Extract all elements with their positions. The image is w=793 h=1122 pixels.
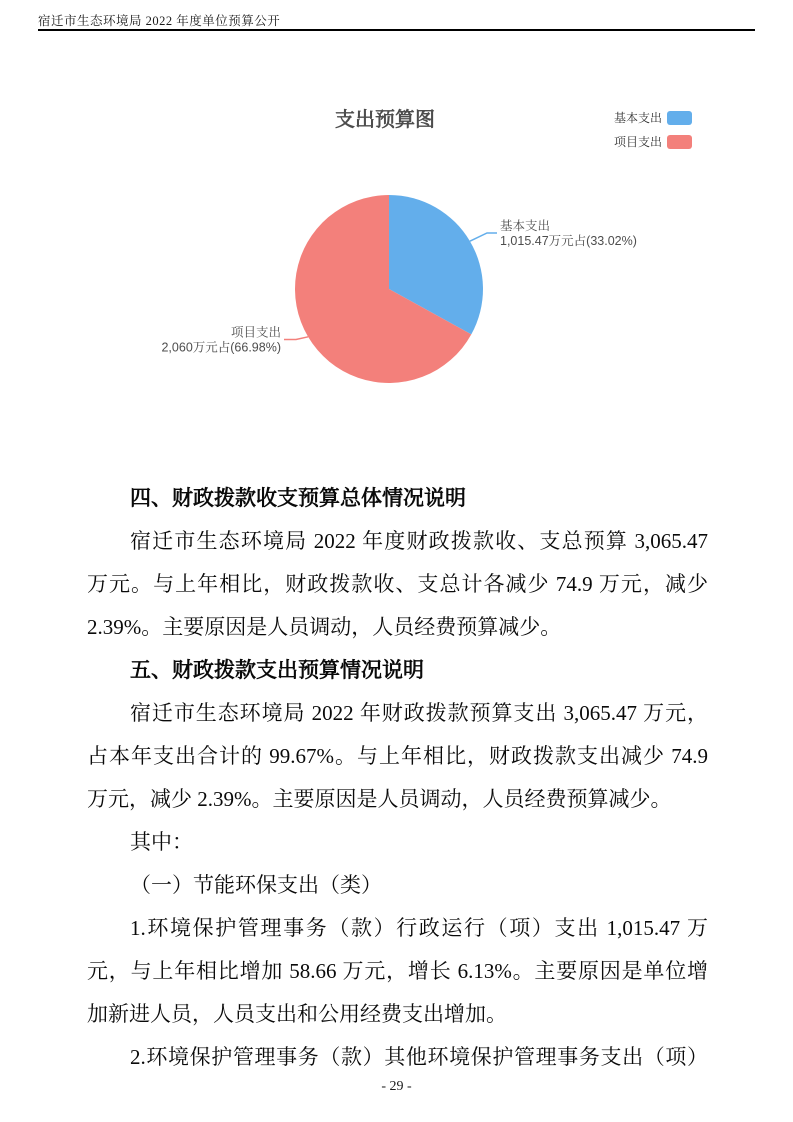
leader-line-basic xyxy=(470,233,497,241)
header-divider xyxy=(38,29,755,31)
category-heading: （一）节能环保支出（类） xyxy=(130,873,382,897)
chart-title: 支出预算图 xyxy=(335,109,435,131)
section-4-heading: 四、财政拨款收支预算总体情况说明 xyxy=(130,486,466,510)
among-which-line: 其中： xyxy=(130,830,193,854)
document-body xyxy=(87,477,708,1079)
paragraph-line: 1.环境保护管理事务（款）行政运行（项）支出 1,015.47 万 xyxy=(130,916,708,940)
callout-basic-value: 1,015.47万元占(33.02%) xyxy=(500,234,637,248)
chart-legend xyxy=(614,110,692,149)
paragraph-line: 占本年支出合计的 99.67%。与上年相比，财政拨款支出减少 74.9 xyxy=(87,744,708,768)
section-5-heading: 五、财政拨款支出预算情况说明 xyxy=(130,658,424,682)
pie-chart-svg xyxy=(0,85,793,465)
legend-label-project: 项目支出 xyxy=(613,135,662,149)
paragraph-line: 加新进人员，人员支出和公用经费支出增加。 xyxy=(87,1002,507,1026)
expenditure-budget-chart xyxy=(0,85,793,465)
paragraph-line: 元，与上年相比增加 58.66 万元，增长 6.13%。主要原因是单位增 xyxy=(87,959,708,983)
callout-project xyxy=(161,325,281,355)
callout-project-value: 2,060万元占(66.98%) xyxy=(161,340,281,355)
paragraph-line: 万元。与上年相比，财政拨款收、支总计各减少 74.9 万元，减少 xyxy=(87,572,708,596)
page-number: - 29 - xyxy=(381,1079,412,1094)
paragraph-line: 万元，减少 2.39%。主要原因是人员调动，人员经费预算减少。 xyxy=(87,787,672,811)
paragraph-line: 2.环境保护管理事务（款）其他环境保护管理事务支出（项） xyxy=(130,1045,708,1069)
paragraph-line: 宿迁市生态环境局 2022 年度财政拨款收、支总预算 3,065.47 xyxy=(130,529,708,553)
leader-line-project xyxy=(284,337,308,340)
legend-swatch-basic-icon xyxy=(667,111,692,125)
paragraph-line: 2.39%。主要原因是人员调动，人员经费预算减少。 xyxy=(87,615,562,639)
callout-project-name: 项目支出 xyxy=(230,325,281,340)
callout-basic xyxy=(500,218,637,248)
callout-basic-name: 基本支出 xyxy=(500,219,551,233)
page-header-title: 宿迁市生态环境局 2022 年度单位预算公开 xyxy=(38,14,281,28)
paragraph-line: 宿迁市生态环境局 2022 年财政拨款预算支出 3,065.47 万元， xyxy=(130,701,708,725)
legend-swatch-project-icon xyxy=(667,135,692,149)
legend-label-basic: 基本支出 xyxy=(613,111,662,125)
